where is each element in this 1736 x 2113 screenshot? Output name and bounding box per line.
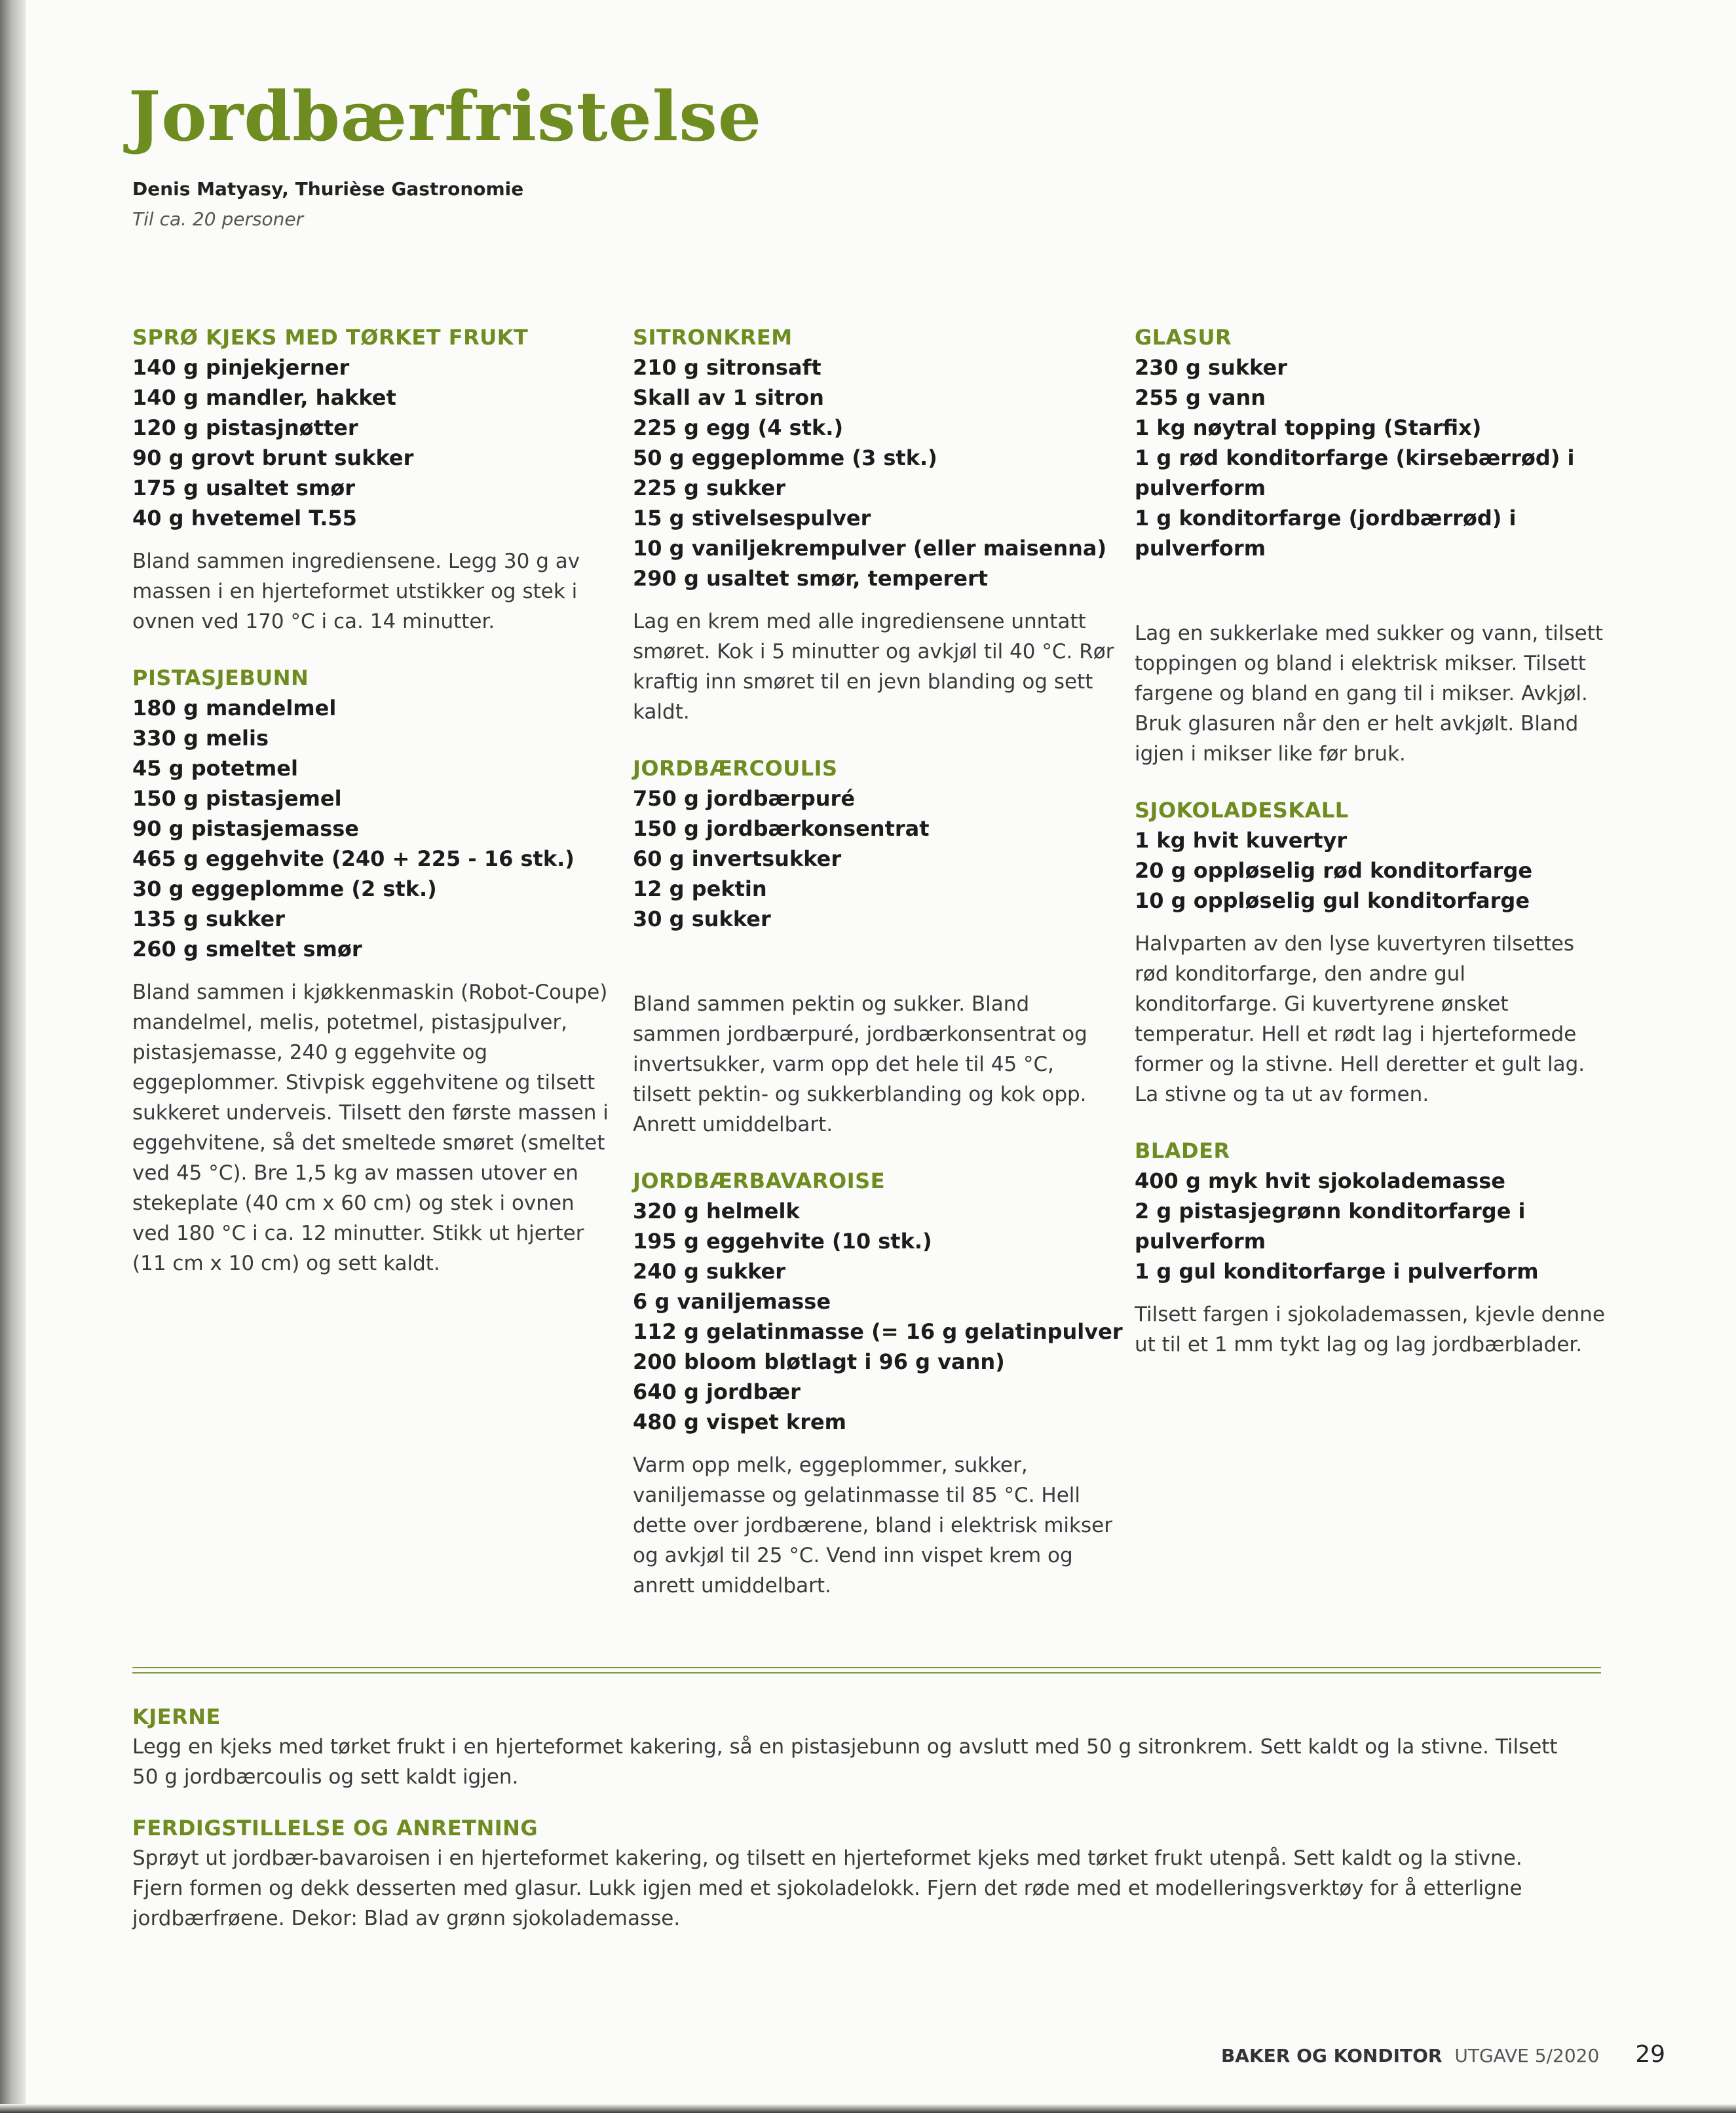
method-text: Lag en sukkerlake med sukker og vann, tilsett toppingen og bland i elektrisk mikser. Tilsett fargene og bland en gang til i mikser. Avkjøl. Bruk glasuren når den er helt avkjølt. Bland igjen i mikser like før bruk. xyxy=(1135,622,1603,766)
ingredient: 225 g sukker xyxy=(633,476,785,500)
ingredient: 255 g vann xyxy=(1135,385,1266,410)
column-1 xyxy=(132,322,617,1279)
ingredient: 400 g myk hvit sjokolademasse xyxy=(1135,1169,1505,1193)
recipe-servings: Til ca. 20 personer xyxy=(132,208,304,230)
ingredient: 150 g pistasjemel xyxy=(132,786,342,811)
assembly-text: Fjern formen og dekk desserten med glasur. Lukk igjen med et sjokoladelokk. Fjern det røde med et modelleringsverktøy for å etterligne jordbærfrøene. Dekor: Blad av grønn sjokolademasse. xyxy=(132,1877,1522,1930)
section-blader xyxy=(1135,1136,1606,1360)
ingredient: 150 g jordbærkonsentrat xyxy=(633,816,930,841)
ingredient: 20 g oppløselig rød konditorfarge xyxy=(1135,858,1533,883)
ingredient: 465 g eggehvite (240 + 225 - 16 stk.) xyxy=(132,846,575,871)
magazine-name: BAKER OG KONDITOR xyxy=(1220,2045,1443,2066)
issue-label: UTGAVE 5/2020 xyxy=(1454,2045,1600,2066)
ingredient: 180 g mandelmel xyxy=(132,696,337,720)
section-heading: SITRONKREM xyxy=(633,325,793,350)
ingredient: 2 g pistasjegrønn konditorfarge i pulverform xyxy=(1135,1199,1526,1254)
column-3 xyxy=(1135,322,1606,1360)
page-number: 29 xyxy=(1635,2041,1665,2068)
ingredient: 260 g smeltet smør xyxy=(132,937,362,962)
ingredient: 140 g pinjekjerner xyxy=(132,355,350,380)
ingredient: 112 g gelatinmasse (= 16 g gelatinpulver xyxy=(633,1319,1123,1344)
ingredient: 225 g egg (4 stk.) xyxy=(633,415,844,440)
section-sjokoladeskall xyxy=(1135,795,1606,1110)
ingredient: 240 g sukker xyxy=(633,1259,785,1284)
ingredient: 175 g usaltet smør xyxy=(132,476,355,500)
section-jordbærbavaroise xyxy=(633,1166,1123,1601)
ingredient: 195 g eggehvite (10 stk.) xyxy=(633,1229,932,1254)
section-divider xyxy=(132,1667,1601,1668)
ingredient: 200 bloom bløtlagt i 96 g vann) xyxy=(633,1349,1005,1374)
section-heading-kjerne: KJERNE xyxy=(132,1704,221,1729)
ingredient: 50 g eggeplomme (3 stk.) xyxy=(633,445,937,470)
section-heading: BLADER xyxy=(1135,1138,1230,1163)
section-heading: PISTASJEBUNN xyxy=(132,665,309,690)
ingredient: 750 g jordbærpuré xyxy=(633,786,856,811)
section-heading: JORDBÆRCOULIS xyxy=(633,756,838,781)
ingredient: 40 g hvetemel T.55 xyxy=(132,506,357,531)
ingredient: 10 g vaniljekrempulver (eller maisenna) xyxy=(633,536,1107,561)
assembly-instructions xyxy=(132,1702,1587,1934)
ingredient: 30 g eggeplomme (2 stk.) xyxy=(132,876,437,901)
ingredient: 90 g grovt brunt sukker xyxy=(132,445,414,470)
method-text: Bland sammen i kjøkkenmaskin (Robot-Coupe) mandelmel, melis, potetmel, pistasjpulver, pistasjemasse, 240 g eggehvite og eggeplommer. Stivpisk eggehvitene og tilsett sukkeret underveis. Tilsett den første massen i eggehvitene, så det smeltede smøret (smeltet ved 45 °C). Bre 1,5 kg av massen utover en stekeplate (40 cm x 60 cm) og stek i ovnen ved 180 °C i ca. 12 minutter. Stikk ut hjerter (11 cm x 10 cm) og sett kaldt. xyxy=(132,981,609,1275)
section-jordbærcoulis xyxy=(633,753,1118,1140)
section-pistasjebunn xyxy=(132,663,617,1279)
page-footer xyxy=(1221,2041,1665,2068)
section-heading: GLASUR xyxy=(1135,325,1232,350)
method-text: Varm opp melk, eggeplommer, sukker, vaniljemasse og gelatinmasse til 85 °C. Hell dette over jordbærene, bland i elektrisk mikser og avkjøl til 25 °C. Vend inn vispet krem og anrett umiddelbart. xyxy=(633,1453,1112,1598)
ingredient: 330 g melis xyxy=(132,726,269,751)
ingredient: 60 g invertsukker xyxy=(633,846,842,871)
section-glasur xyxy=(1135,322,1606,769)
ingredient: 15 g stivelsespulver xyxy=(633,506,871,531)
ingredient: 480 g vispet krem xyxy=(633,1410,847,1434)
ingredient: 45 g potetmel xyxy=(132,756,298,781)
assembly-text: Legg en kjeks med tørket frukt i en hjerteformet kakering, så en pistasjebunn og avslutt med 50 g sitronkrem. Sett kaldt og la stivne. Tilsett 50 g jordbærcoulis og sett kaldt igjen. xyxy=(132,1735,1558,1789)
ingredient: 210 g sitronsaft xyxy=(633,355,821,380)
ingredient: 90 g pistasjemasse xyxy=(132,816,359,841)
ingredient: 1 g konditorfarge (jordbærrød) i pulverform xyxy=(1135,506,1517,561)
ingredient: 1 kg hvit kuvertyr xyxy=(1135,828,1348,853)
ingredient: 30 g sukker xyxy=(633,907,771,931)
method-text: Lag en krem med alle ingrediensene unntatt smøret. Kok i 5 minutter og avkjøl til 40 °C. Rør kraftig inn smøret til en jevn blanding og sett kaldt. xyxy=(633,610,1114,724)
ingredient: 135 g sukker xyxy=(132,907,285,931)
section-sprø-kjeks xyxy=(132,322,617,637)
ingredient: 120 g pistasjnøtter xyxy=(132,415,358,440)
ingredient: 6 g vaniljemasse xyxy=(633,1289,831,1314)
section-heading: SJOKOLADESKALL xyxy=(1135,798,1349,823)
ingredient: 1 g gul konditorfarge i pulverform xyxy=(1135,1259,1539,1284)
section-sitronkrem xyxy=(633,322,1118,727)
section-heading-ferdigstillelse: FERDIGSTILLELSE OG ANRETNING xyxy=(132,1816,538,1841)
ingredient: 640 g jordbær xyxy=(633,1379,801,1404)
ingredient: 1 kg nøytral topping (Starfix) xyxy=(1135,415,1482,440)
method-text: Tilsett fargen i sjokolademassen, kjevle denne ut til et 1 mm tykt lag og lag jordbærblader. xyxy=(1135,1303,1605,1356)
ingredient: 10 g oppløselig gul konditorfarge xyxy=(1135,888,1530,913)
book-spine-shadow xyxy=(0,0,26,2113)
method-text: Halvparten av den lyse kuvertyren tilsettes rød konditorfarge, den andre gul konditorfarge. Gi kuvertyrene ønsket temperatur. Hell et rødt lag i hjerteformede former og la stivne. Hell deretter et gult lag. La stivne og ta ut av formen. xyxy=(1135,932,1585,1106)
ingredient: 1 g rød konditorfarge (kirsebærrød) i pulverform xyxy=(1135,445,1575,500)
ingredient: 12 g pektin xyxy=(633,876,767,901)
section-heading: SPRØ KJEKS MED TØRKET FRUKT xyxy=(132,325,529,350)
method-text: Bland sammen ingrediensene. Legg 30 g av massen i en hjerteformet utstikker og stek i ovnen ved 170 °C i ca. 14 minutter. xyxy=(132,550,580,633)
column-2 xyxy=(633,322,1123,1601)
assembly-text: Sprøyt ut jordbær-bavaroisen i en hjerteformet kakering, og tilsett en hjerteformet kjeks med tørket frukt utenpå. Sett kaldt og la stivne. xyxy=(132,1846,1522,1870)
ingredient: 230 g sukker xyxy=(1135,355,1287,380)
recipe-author: Denis Matyasy, Thurièse Gastronomie xyxy=(132,178,524,200)
ingredient: Skall av 1 sitron xyxy=(633,385,824,410)
method-text: Bland sammen pektin og sukker. Bland sammen jordbærpuré, jordbærkonsentrat og invertsukker, varm opp det hele til 45 °C, tilsett pektin- og sukkerblanding og kok opp. Anrett umiddelbart. xyxy=(633,992,1087,1136)
section-heading: JORDBÆRBAVAROISE xyxy=(633,1169,886,1193)
ingredient: 140 g mandler, hakket xyxy=(132,385,396,410)
section-divider xyxy=(132,1672,1601,1674)
ingredient: 320 g helmelk xyxy=(633,1199,800,1224)
ingredient: 290 g usaltet smør, temperert xyxy=(633,566,989,591)
page-edge-shadow xyxy=(0,2104,1736,2113)
recipe-title: Jordbærfristelse xyxy=(128,76,763,157)
